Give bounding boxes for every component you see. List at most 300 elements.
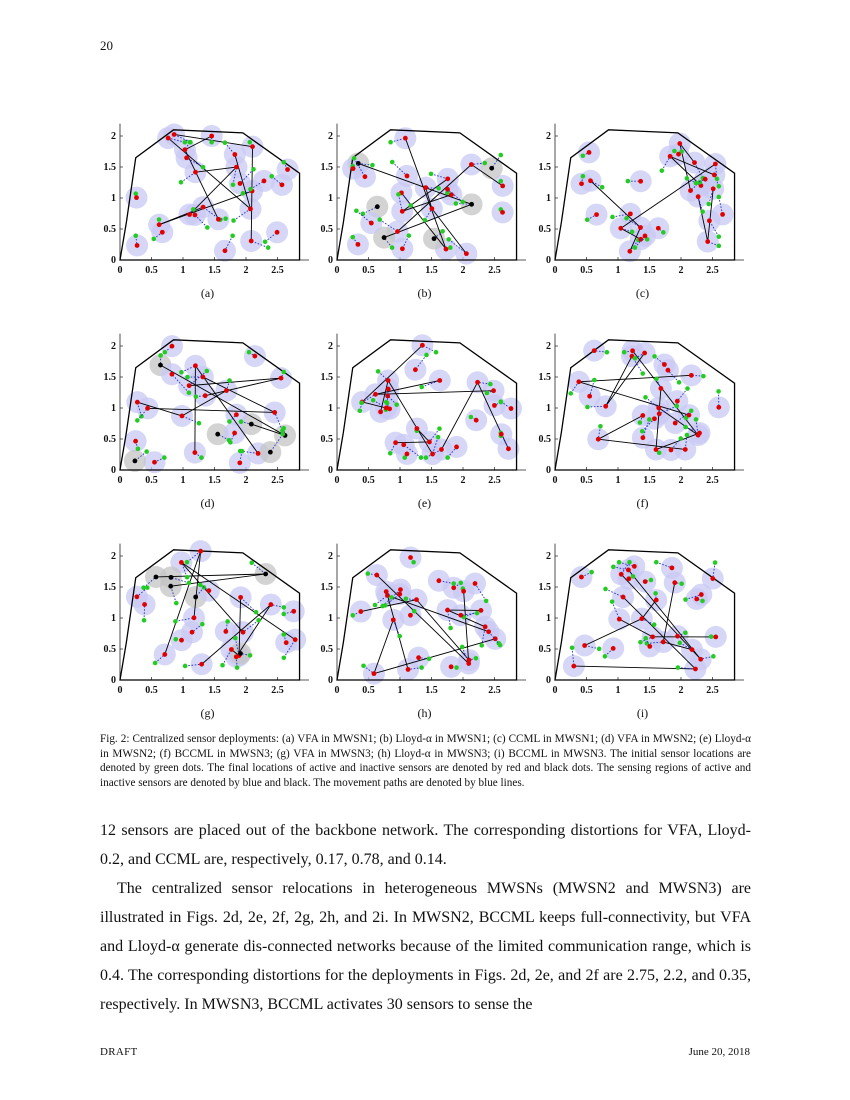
y-tick-label: 0.5 <box>320 644 333 655</box>
active-sensor <box>491 388 496 393</box>
x-tick-label: 2 <box>243 265 249 276</box>
page-number: 20 <box>100 38 113 53</box>
active-sensor <box>672 580 677 585</box>
active-sensor <box>454 445 459 450</box>
x-tick-label: 0 <box>334 265 340 276</box>
initial-sensor <box>409 203 414 208</box>
initial-sensor <box>239 419 244 424</box>
panel-label: (d) <box>200 496 215 510</box>
active-sensor <box>697 431 702 436</box>
x-tick-label: 1 <box>397 475 403 486</box>
active-sensor <box>184 155 189 160</box>
inactive-sensor <box>158 363 163 368</box>
active-sensor <box>256 451 261 456</box>
active-sensor <box>183 147 188 152</box>
initial-sensor <box>603 654 608 659</box>
active-sensor <box>291 609 296 614</box>
active-sensor <box>414 426 419 431</box>
panel-d <box>100 318 315 522</box>
initial-sensor <box>685 433 690 438</box>
active-sensor <box>712 173 717 178</box>
active-sensor <box>439 447 444 452</box>
initial-sensor <box>354 208 359 213</box>
y-tick-label: 1.5 <box>320 162 333 173</box>
initial-sensor <box>144 449 149 454</box>
x-tick-label: 0 <box>552 265 558 276</box>
active-sensor <box>234 165 239 170</box>
footer-draft: DRAFT <box>100 1046 138 1058</box>
active-sensor <box>483 624 488 629</box>
active-sensor <box>272 410 277 415</box>
body-text <box>100 816 751 1019</box>
initial-sensor <box>498 643 503 648</box>
panel-f <box>535 318 750 522</box>
initial-sensor <box>484 599 489 604</box>
active-sensor <box>436 578 441 583</box>
active-sensor <box>437 378 442 383</box>
active-sensor <box>588 178 593 183</box>
initial-sensor <box>700 209 705 214</box>
initial-sensor <box>371 398 376 403</box>
initial-sensor <box>183 664 188 669</box>
initial-sensor <box>376 369 381 374</box>
initial-sensor <box>640 371 645 376</box>
initial-sensor <box>676 665 681 670</box>
active-sensor <box>275 230 280 235</box>
active-sensor <box>416 655 421 660</box>
active-sensor <box>628 211 633 216</box>
initial-sensor <box>437 426 442 431</box>
voronoi-edge <box>195 366 196 453</box>
active-sensor <box>358 609 363 614</box>
panel-i <box>535 528 750 732</box>
y-tick-label: 0.5 <box>103 224 116 235</box>
y-tick-label: 2 <box>546 131 551 142</box>
active-sensor <box>408 555 413 560</box>
active-sensor <box>284 640 289 645</box>
active-sensor <box>179 560 184 565</box>
initial-sensor <box>499 400 504 405</box>
initial-sensor <box>445 455 450 460</box>
active-sensor <box>656 226 661 231</box>
active-sensor <box>619 572 624 577</box>
active-sensor <box>193 213 198 218</box>
active-sensor <box>693 667 698 672</box>
active-sensor <box>192 615 197 620</box>
initial-sensor <box>231 218 236 223</box>
active-sensor <box>654 447 659 452</box>
x-tick-label: 0.5 <box>145 265 158 276</box>
initial-sensor <box>585 217 590 222</box>
initial-sensor <box>605 350 610 355</box>
initial-sensor <box>652 354 657 359</box>
paragraph: 12 sensors are placed out of the backbone network. The corresponding distortions for VFA, Lloyd-0.2, and CCML are, respectively, 0.17, 0.78, and 0.14. <box>100 822 751 868</box>
x-tick-label: 2.5 <box>271 685 284 696</box>
active-sensor <box>696 194 701 199</box>
active-sensor <box>216 217 221 222</box>
initial-sensor <box>454 201 459 206</box>
initial-sensor <box>194 394 199 399</box>
active-sensor <box>579 575 584 580</box>
panel-label: (b) <box>417 286 432 300</box>
y-tick-label: 2 <box>328 341 333 352</box>
active-sensor <box>650 634 655 639</box>
active-sensor <box>630 348 635 353</box>
initial-sensor <box>248 653 253 658</box>
active-sensor <box>135 243 140 248</box>
active-sensor <box>430 452 435 457</box>
x-tick-label: 2.5 <box>706 265 719 276</box>
initial-sensor <box>228 440 233 445</box>
panel-plot <box>317 318 532 496</box>
active-sensor <box>642 351 647 356</box>
initial-sensor <box>373 603 378 608</box>
active-sensor <box>661 640 666 645</box>
y-tick-label: 1 <box>328 403 333 414</box>
panel-label: (e) <box>417 496 432 510</box>
active-sensor <box>500 210 505 215</box>
initial-sensor <box>674 404 679 409</box>
initial-sensor <box>352 156 357 161</box>
y-tick-label: 2 <box>546 341 551 352</box>
active-sensor <box>206 588 211 593</box>
active-sensor <box>720 212 725 217</box>
active-sensor <box>201 205 206 210</box>
initial-sensor <box>385 401 390 406</box>
x-tick-label: 0.5 <box>580 265 593 276</box>
active-sensor <box>187 212 192 217</box>
initial-sensor <box>711 654 716 659</box>
initial-sensor <box>458 581 463 586</box>
active-sensor <box>638 237 643 242</box>
initial-sensor <box>419 455 424 460</box>
figure-caption: Fig. 2: Centralized sensor deployments: (a) VFA in MWSN1; (b) Lloyd-α in MWSN1; (c) CCML in MWSN1; (d) VFA in MWSN2; (e) Lloyd-α in MWSN2; (f) BCCML in MWSN3; (g) VFA in MWSN3; (h) Lloyd-α in MWSN3; (i) BCCML in MWSN3. The initial sensor locations are denoted by green dots. The final locations of active and inactive sensors are denoted by red and black dots. The sensing regions of active and inactive sensors are denoted by blue and black. The movement paths are denoted by blue lines. <box>100 733 751 789</box>
initial-sensor <box>397 634 402 639</box>
y-tick-label: 2 <box>546 551 551 562</box>
active-sensor <box>386 387 391 392</box>
initial-sensor <box>366 571 371 576</box>
active-sensor <box>279 376 284 381</box>
initial-sensor <box>269 174 274 179</box>
initial-sensor <box>185 375 190 380</box>
active-sensor <box>675 399 680 404</box>
initial-sensor <box>133 191 138 196</box>
initial-sensor <box>282 370 287 375</box>
active-sensor <box>229 647 234 652</box>
active-sensor <box>408 613 413 618</box>
initial-sensor <box>197 421 202 426</box>
active-sensor <box>413 367 418 372</box>
initial-sensor <box>361 211 366 216</box>
initial-sensor <box>610 215 615 220</box>
active-sensor <box>711 186 716 191</box>
initial-sensor <box>282 605 287 610</box>
active-sensor <box>280 182 285 187</box>
initial-sensor <box>254 610 259 615</box>
initial-sensor <box>638 420 643 425</box>
initial-sensor <box>136 446 141 451</box>
panel-plot <box>317 528 532 706</box>
initial-sensor <box>660 168 665 173</box>
initial-sensor <box>436 186 441 191</box>
initial-sensor <box>716 389 721 394</box>
active-sensor <box>429 206 434 211</box>
active-sensor <box>397 592 402 597</box>
active-sensor <box>467 658 472 663</box>
initial-sensor <box>282 612 287 617</box>
active-sensor <box>403 136 408 141</box>
active-sensor <box>384 589 389 594</box>
initial-sensor <box>633 356 638 361</box>
initial-sensor <box>225 619 230 624</box>
initial-sensor <box>174 601 179 606</box>
figure-grid <box>100 108 750 720</box>
active-sensor <box>469 162 474 167</box>
initial-sensor <box>240 449 245 454</box>
y-tick-label: 0.5 <box>320 434 333 445</box>
initial-sensor <box>581 174 586 179</box>
x-tick-label: 1.5 <box>208 265 221 276</box>
x-tick-label: 2 <box>460 685 466 696</box>
x-tick-label: 1.5 <box>643 685 656 696</box>
active-sensor <box>461 589 466 594</box>
y-tick-label: 1 <box>546 613 551 624</box>
active-sensor <box>500 183 505 188</box>
active-sensor <box>640 413 645 418</box>
y-tick-label: 1.5 <box>538 372 551 383</box>
initial-sensor <box>661 230 666 235</box>
panel-plot <box>535 108 750 286</box>
initial-sensor <box>626 179 631 184</box>
initial-sensor <box>282 160 287 165</box>
active-sensor <box>657 411 662 416</box>
initial-sensor <box>377 217 382 222</box>
active-sensor <box>152 460 157 465</box>
active-sensor <box>647 644 652 649</box>
initial-sensor <box>600 185 605 190</box>
active-sensor <box>643 579 648 584</box>
active-sensor <box>451 585 456 590</box>
y-tick-label: 0 <box>328 465 333 476</box>
active-sensor <box>423 185 428 190</box>
y-tick-label: 0 <box>546 465 551 476</box>
initial-sensor <box>643 636 648 641</box>
panel-plot <box>317 108 532 286</box>
initial-sensor <box>474 656 479 661</box>
x-tick-label: 1.5 <box>643 265 656 276</box>
x-tick-label: 1.5 <box>425 475 438 486</box>
initial-sensor <box>640 429 645 434</box>
initial-sensor <box>685 386 690 391</box>
x-tick-label: 2 <box>678 265 684 276</box>
initial-sensor <box>187 390 192 395</box>
initial-sensor <box>209 140 214 145</box>
active-sensor <box>356 242 361 247</box>
y-tick-label: 1.5 <box>103 372 116 383</box>
active-sensor <box>627 249 632 254</box>
active-sensor <box>587 394 592 399</box>
x-tick-label: 0.5 <box>580 475 593 486</box>
active-sensor <box>698 657 703 662</box>
initial-sensor <box>446 237 451 242</box>
panel-label: (f) <box>636 496 649 510</box>
initial-sensor <box>205 225 210 230</box>
initial-sensor <box>570 645 575 650</box>
y-tick-label: 1 <box>111 613 116 624</box>
active-sensor <box>579 181 584 186</box>
x-tick-label: 0 <box>117 265 123 276</box>
x-tick-label: 0 <box>334 685 340 696</box>
initial-sensor <box>678 436 683 441</box>
active-sensor <box>617 617 622 622</box>
initial-sensor <box>499 153 504 158</box>
initial-sensor <box>717 244 722 249</box>
active-sensor <box>223 248 228 253</box>
footer-date: June 20, 2018 <box>688 1046 750 1058</box>
active-sensor <box>449 664 454 669</box>
x-tick-label: 1 <box>180 475 186 486</box>
x-tick-label: 2 <box>678 475 684 486</box>
active-sensor <box>688 188 693 193</box>
initial-sensor <box>205 369 210 374</box>
active-sensor <box>445 608 450 613</box>
active-sensor <box>400 209 405 214</box>
y-tick-label: 1.5 <box>320 372 333 383</box>
y-tick-label: 1.5 <box>538 582 551 593</box>
voronoi-edge <box>159 191 252 225</box>
active-sensor <box>234 412 239 417</box>
initial-sensor <box>715 177 720 182</box>
x-tick-label: 2 <box>460 265 466 276</box>
active-sensor <box>232 431 237 436</box>
initial-sensor <box>158 353 163 358</box>
y-tick-label: 0.5 <box>538 644 551 655</box>
inactive-sensor <box>469 202 474 207</box>
active-sensor <box>713 634 718 639</box>
active-sensor <box>190 630 195 635</box>
panel-plot <box>535 318 750 496</box>
y-tick-label: 0.5 <box>538 434 551 445</box>
x-tick-label: 2 <box>678 685 684 696</box>
initial-sensor <box>624 216 629 221</box>
initial-sensor <box>610 599 615 604</box>
active-sensor <box>248 206 253 211</box>
active-sensor <box>170 372 175 377</box>
active-sensor <box>506 446 511 451</box>
voronoi-edge <box>606 356 632 406</box>
initial-sensor <box>404 596 409 601</box>
x-tick-label: 2 <box>460 475 466 486</box>
initial-sensor <box>672 149 677 154</box>
inactive-sensor <box>168 584 173 589</box>
y-tick-label: 0 <box>546 675 551 686</box>
x-tick-label: 0.5 <box>145 475 158 486</box>
initial-sensor <box>174 637 179 642</box>
y-tick-label: 1 <box>546 193 551 204</box>
x-tick-label: 2.5 <box>488 685 501 696</box>
initial-sensor <box>678 641 683 646</box>
active-sensor <box>666 368 671 373</box>
panel-label: (a) <box>200 286 215 300</box>
initial-sensor <box>201 165 206 170</box>
initial-sensor <box>677 380 682 385</box>
y-tick-label: 1.5 <box>320 582 333 593</box>
active-sensor <box>689 373 694 378</box>
y-tick-label: 0 <box>111 465 116 476</box>
x-tick-label: 2.5 <box>271 265 284 276</box>
inactive-sensor <box>133 459 138 464</box>
active-sensor <box>639 616 644 621</box>
initial-sensor <box>223 216 228 221</box>
active-sensor <box>373 392 378 397</box>
initial-sensor <box>460 200 465 205</box>
active-sensor <box>676 152 681 157</box>
active-sensor <box>262 179 267 184</box>
initial-sensor <box>256 618 261 623</box>
active-sensor <box>618 226 623 231</box>
panel-e <box>317 318 532 522</box>
initial-sensor <box>153 661 158 666</box>
inactive-sensor <box>193 595 198 600</box>
initial-sensor <box>424 353 429 358</box>
active-sensor <box>654 598 659 603</box>
y-tick-label: 2 <box>328 551 333 562</box>
active-sensor <box>250 144 255 149</box>
x-tick-label: 0.5 <box>362 265 375 276</box>
active-sensor <box>659 386 664 391</box>
active-sensor <box>675 634 680 639</box>
initial-sensor <box>679 581 684 586</box>
initial-sensor <box>482 161 487 166</box>
paragraph: The centralized sensor relocations in heterogeneous MWSNs (MWSN2 and MWSN3) are illustrated in Figs. 2d, 2e, 2f, 2g, 2h, and 2i. In MWSN2, BCCML keeps full-connectivity, but VFA and Lloyd-α generate dis-connected networks because of the limited communication range, which is 0.4. The corresponding distortions for the deployments in Figs. 2d, 2e, and 2f are 2.75, 2.2, and 0.35, respectively. In MWSN3, BCCML activates 30 sensors to sense the <box>100 880 751 1013</box>
initial-sensor <box>407 233 412 238</box>
initial-sensor <box>488 382 493 387</box>
active-sensor <box>603 404 608 409</box>
y-tick-label: 2 <box>328 131 333 142</box>
initial-sensor <box>694 417 699 422</box>
initial-sensor <box>592 378 597 383</box>
x-tick-label: 0.5 <box>145 685 158 696</box>
initial-sensor <box>475 611 480 616</box>
active-sensor <box>710 576 715 581</box>
initial-sensor <box>603 587 608 592</box>
active-sensor <box>400 246 405 251</box>
x-tick-label: 0.5 <box>362 475 375 486</box>
active-sensor <box>224 388 229 393</box>
active-sensor <box>363 174 368 179</box>
initial-sensor <box>173 619 178 624</box>
x-tick-label: 1 <box>180 685 186 696</box>
active-sensor <box>677 141 682 146</box>
initial-sensor <box>633 245 638 250</box>
panel-c <box>535 108 750 312</box>
active-sensor <box>166 136 171 141</box>
initial-sensor <box>383 603 388 608</box>
y-tick-label: 1.5 <box>538 162 551 173</box>
y-tick-label: 0 <box>546 255 551 266</box>
active-sensor <box>652 416 657 421</box>
initial-sensor <box>396 192 401 197</box>
active-sensor <box>683 447 688 452</box>
active-sensor <box>193 363 198 368</box>
active-sensor <box>479 608 484 613</box>
active-sensor <box>209 134 214 139</box>
initial-sensor <box>448 245 453 250</box>
inactive-sensor <box>169 575 174 580</box>
x-tick-label: 0.5 <box>580 685 593 696</box>
initial-sensor <box>142 618 147 623</box>
initial-sensor <box>611 565 616 570</box>
